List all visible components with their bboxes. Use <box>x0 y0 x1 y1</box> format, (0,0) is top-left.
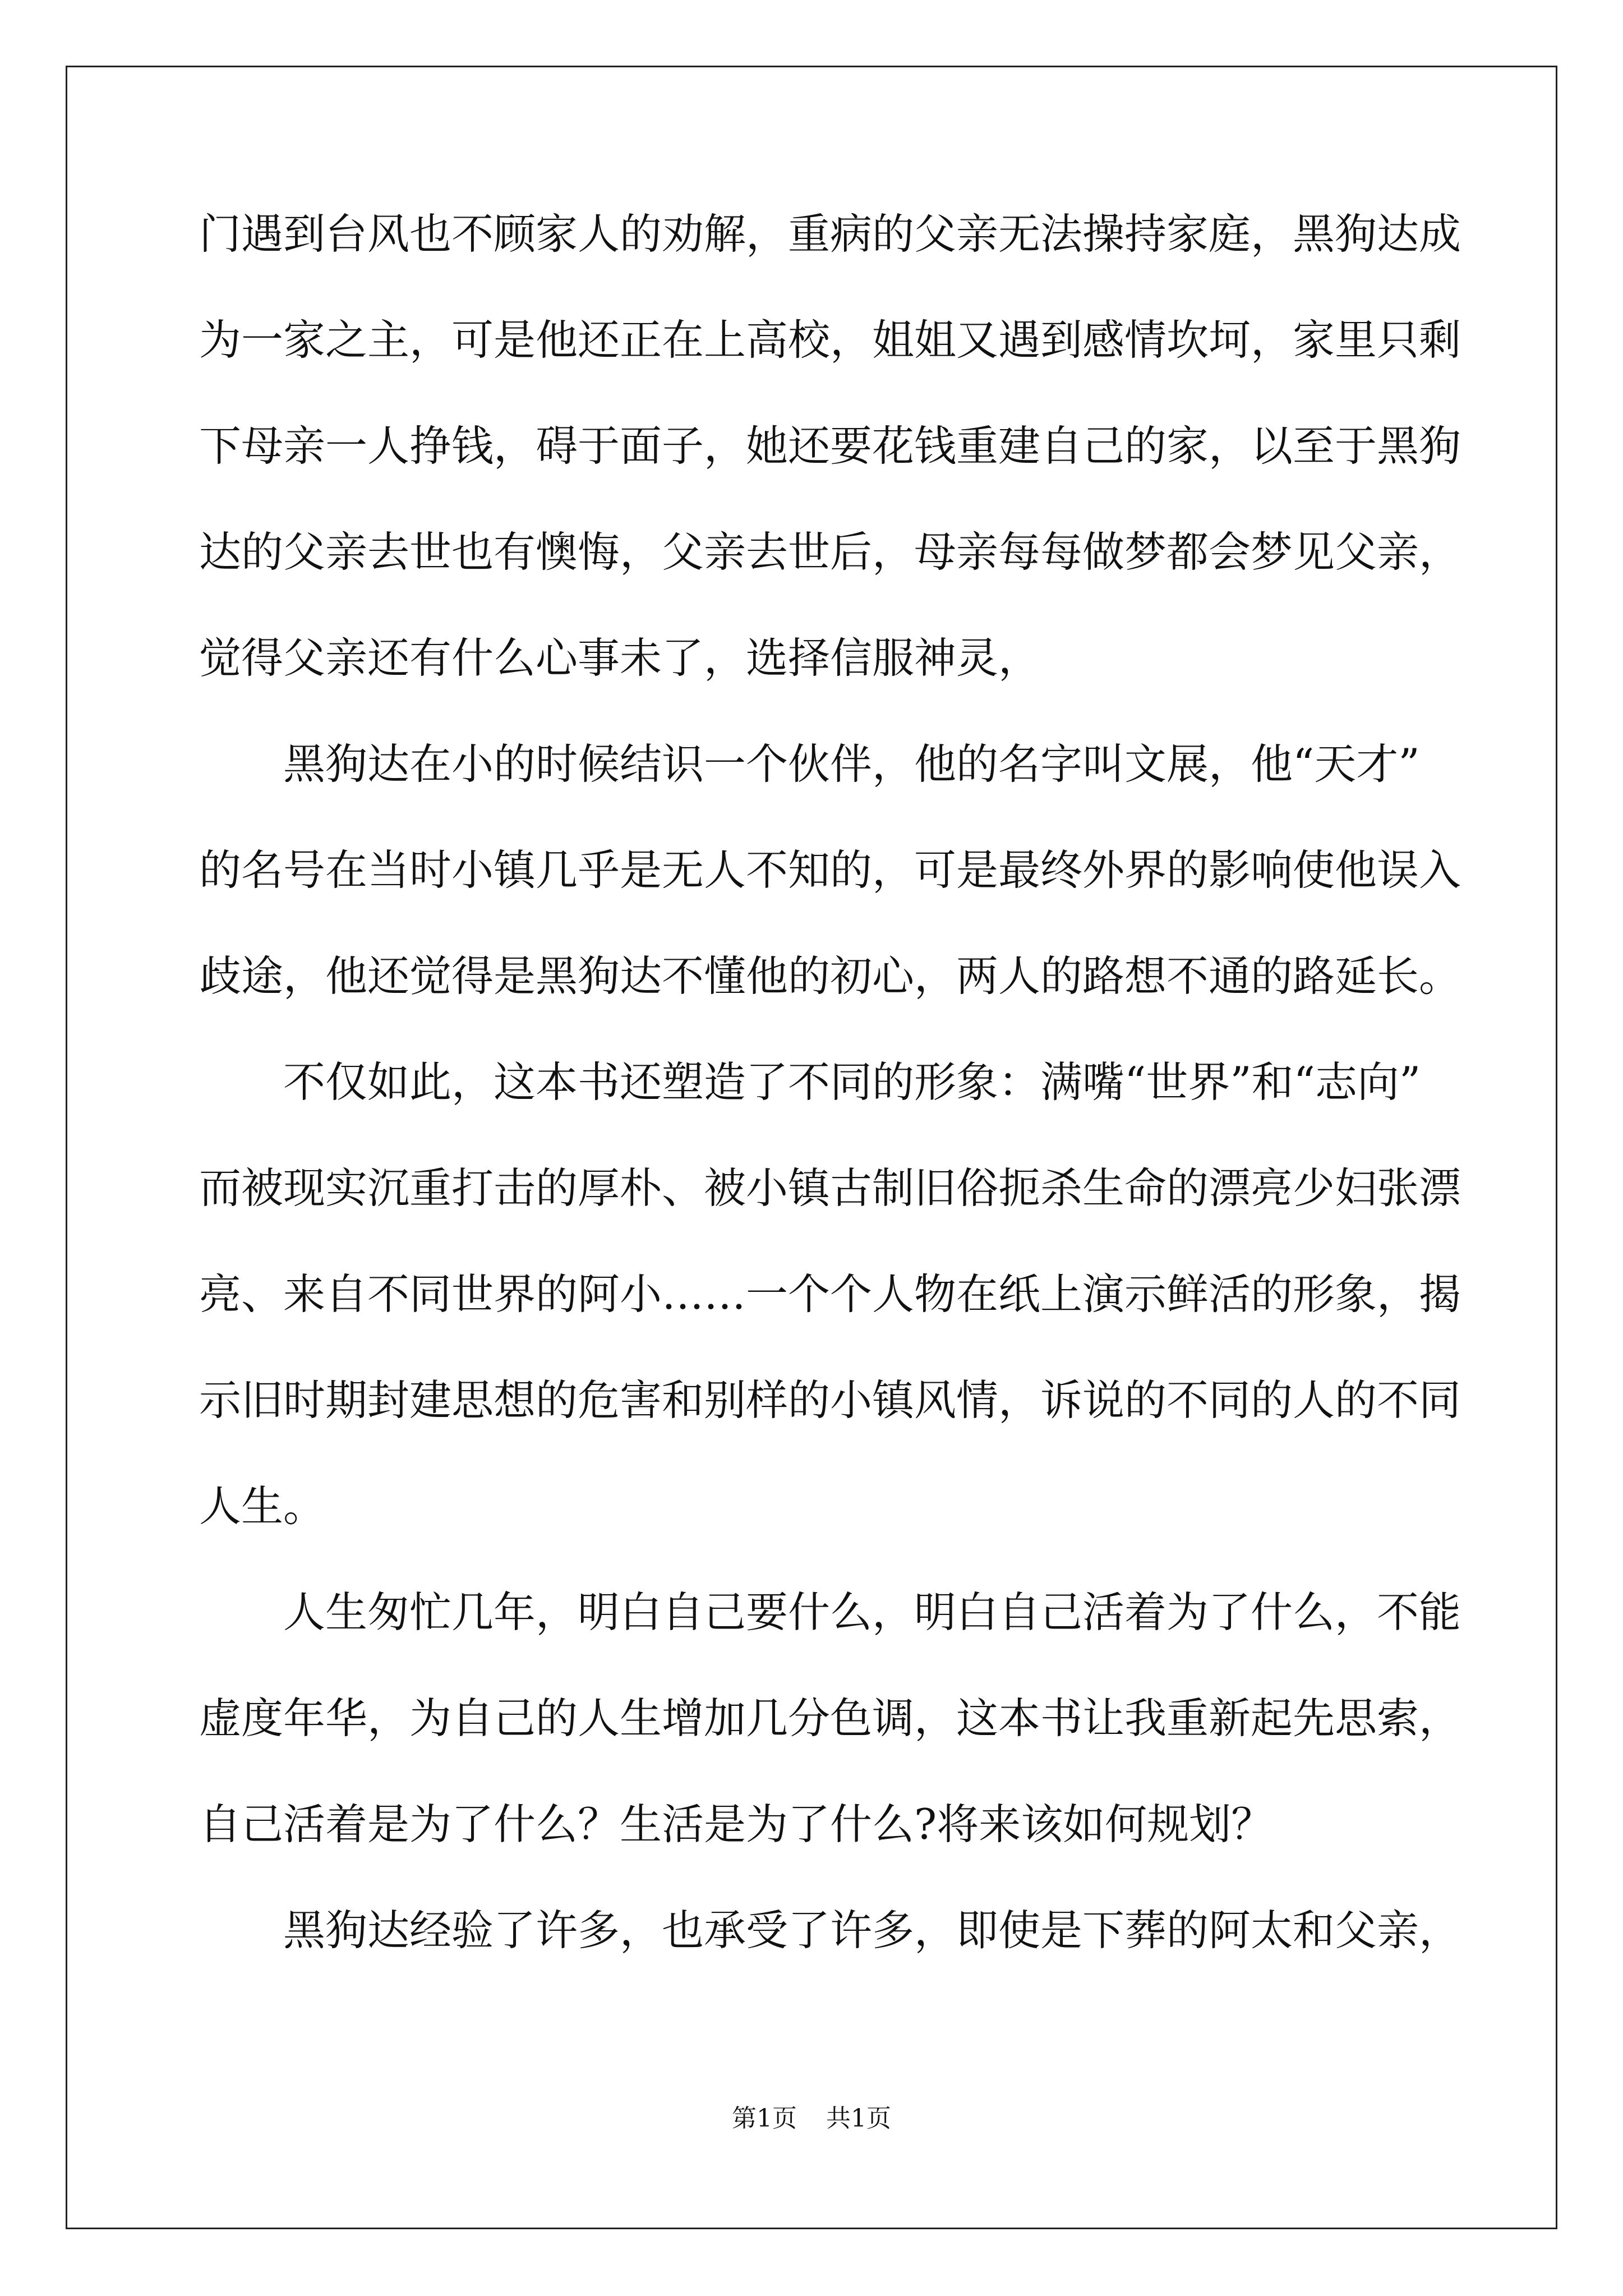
page-border <box>66 66 1557 2229</box>
text-line: 亮、来自不同世界的阿小……一个个人物在纸上演示鲜活的形象，揭 <box>199 1269 1461 1319</box>
text-line: 黑狗达经验了许多，也承受了许多，即使是下葬的阿太和父亲， <box>199 1906 1461 1955</box>
page-footer <box>0 2098 1623 2134</box>
text-line: 达的父亲去世也有懊悔，父亲去世后，母亲每每做梦都会梦见父亲， <box>199 527 1461 577</box>
page-number: 第1页 <box>732 2104 797 2133</box>
text-line: 虚度年华，为自己的人生增加几分色调，这本书让我重新起先思索， <box>199 1694 1461 1743</box>
text-line: 人生匆忙几年，明白自己要什么，明白自己活着为了什么，不能 <box>199 1588 1461 1637</box>
text-line: 不仅如此，这本书还塑造了不同的形象：满嘴“世界”和“志向” <box>199 1057 1421 1107</box>
page-total: 共1页 <box>826 2104 891 2133</box>
text-line: 下母亲一人挣钱，碍于面子，她还要花钱重建自己的家，以至于黑狗 <box>199 421 1461 471</box>
text-line: 示旧时期封建思想的危害和别样的小镇风情，诉说的不同的人的不同 <box>199 1375 1461 1425</box>
text-line: 觉得父亲还有什么心事未了，选择信服神灵， <box>199 633 1041 683</box>
text-line: 自己活着是为了什么？生活是为了什么?将来该如何规划？ <box>199 1800 1274 1849</box>
text-line: 而被现实沉重打击的厚朴、被小镇古制旧俗扼杀生命的漂亮少妇张漂 <box>199 1163 1461 1213</box>
text-line: 门遇到台风也不顾家人的劝解，重病的父亲无法操持家庭，黑狗达成 <box>199 209 1461 259</box>
text-line: 人生。 <box>199 1481 326 1531</box>
text-line: 为一家之主，可是他还正在上高校，姐姐又遇到感情坎坷，家里只剩 <box>199 315 1461 365</box>
text-line: 黑狗达在小的时候结识一个伙伴，他的名字叫文展，他“天才” <box>199 739 1420 789</box>
text-line: 歧途，他还觉得是黑狗达不懂他的初心，两人的路想不通的路延长。 <box>199 951 1461 1001</box>
text-line: 的名号在当时小镇几乎是无人不知的，可是最终外界的影响使他误入 <box>199 845 1461 895</box>
